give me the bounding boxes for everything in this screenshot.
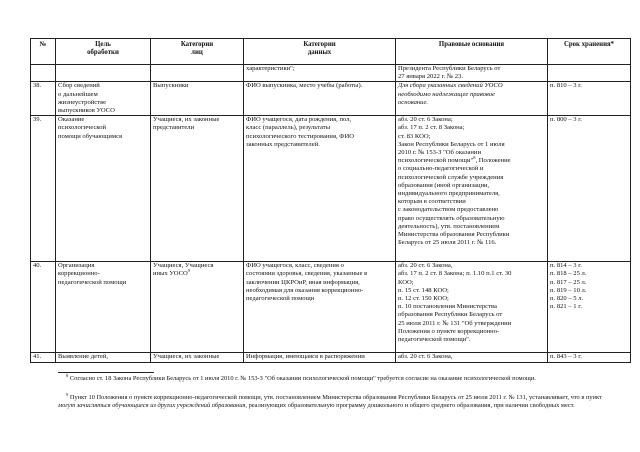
legal-line bbox=[398, 157, 545, 165]
cell-legal: абз. 20 ст. 6 Закона, bbox=[396, 353, 548, 363]
legal-line: 2010 г. № 153-З "Об оказании bbox=[398, 149, 481, 157]
footnote-text: Пункт 10 Положения о пункте коррекционно-педагогической помощи, утв. постановлением Министерства образования Республики Беларусь от 25 июля 2011 г. № 131, устанавливает, что в пункт bbox=[69, 394, 602, 401]
cell-persons: Учащиеся, их законные bbox=[151, 353, 244, 363]
header-categories-data bbox=[244, 39, 396, 65]
cell-legal bbox=[396, 82, 548, 116]
legal-line: абз. 20 ст. 6 Закона; bbox=[398, 116, 453, 124]
legal-line: Беларусь от 25 июля 2011 г. № 116. bbox=[398, 239, 497, 247]
footnote-8 bbox=[58, 372, 618, 383]
purpose-line: психологической bbox=[58, 124, 107, 132]
cell-persons bbox=[151, 65, 244, 82]
persons-line: представители bbox=[153, 124, 195, 132]
legal-line: основание. bbox=[398, 98, 429, 106]
cell-data: Информация, имеющаяся в распоряжении bbox=[244, 353, 396, 363]
footnote-text: , реализующих образовательную программу дошкольного и общего среднего образования, при наличии свободных мест. bbox=[245, 402, 575, 410]
purpose-line: педагогической помощи bbox=[58, 278, 127, 286]
data-processing-table bbox=[30, 38, 631, 363]
cell-purpose bbox=[56, 116, 151, 262]
legal-line: Президента Республики Беларусь от bbox=[398, 65, 501, 72]
cell-data bbox=[244, 116, 396, 262]
data-line: ФИО учащегося, дата рождения, пол, bbox=[246, 116, 352, 124]
cell-legal bbox=[396, 65, 548, 82]
purpose-line: коррекционно- bbox=[58, 270, 100, 278]
cell-data bbox=[244, 262, 396, 353]
cell-legal bbox=[396, 262, 548, 353]
legal-line: п. 15 ст. 148 КОО; bbox=[398, 286, 449, 294]
persons-text: иных УОСО bbox=[153, 270, 188, 278]
purpose-line: Сбор сведений bbox=[58, 82, 100, 90]
purpose-line: выпускников УОСО bbox=[58, 107, 115, 115]
header-persons-line: лиц bbox=[191, 49, 203, 57]
legal-text: психологической помощи" bbox=[398, 157, 474, 165]
legal-line: Закон Республики Беларусь от 1 июля bbox=[398, 140, 505, 148]
cell-persons bbox=[151, 116, 244, 262]
cell-data: ФИО выпускника, место учебы (работы). bbox=[244, 82, 396, 116]
persons-line bbox=[153, 270, 241, 278]
cell-term: п. 800 – 3 г. bbox=[548, 116, 631, 262]
footnote-mark: 9 bbox=[66, 391, 69, 397]
cell-purpose bbox=[56, 65, 151, 82]
legal-line: педагогической помощи". bbox=[398, 336, 471, 344]
purpose-line: жизнеустройстве bbox=[58, 98, 107, 106]
legal-text: , Положение bbox=[475, 157, 511, 165]
cell-persons: Выпускники bbox=[151, 82, 244, 116]
table-row-38 bbox=[31, 82, 631, 116]
legal-line: 27 января 2022 г. № 23. bbox=[398, 73, 464, 81]
data-line: необходимая для оказания коррекционно- bbox=[246, 286, 364, 294]
header-data-line: Категории bbox=[303, 41, 336, 48]
data-line: заключении ЦКРОиР, иная информация, bbox=[246, 278, 360, 286]
cell-purpose: Выявление детей, bbox=[56, 353, 151, 363]
data-line: класс (параллель), результаты bbox=[246, 124, 331, 132]
footnote-ref-9: 9 bbox=[187, 268, 191, 274]
legal-line: деятельность), утв. постановлением bbox=[398, 222, 500, 230]
cell-purpose bbox=[56, 262, 151, 353]
purpose-line: Организация bbox=[58, 262, 95, 270]
header-purpose-line: обработки bbox=[87, 49, 119, 57]
term-line: п. 817 – 25 л. bbox=[550, 278, 587, 286]
header-num: № bbox=[31, 39, 56, 65]
legal-line: п. 10 постановления Министерства bbox=[398, 303, 497, 311]
table-header-row bbox=[31, 39, 631, 65]
header-data-line: данных bbox=[307, 49, 332, 57]
legal-line: абз. 20 ст. 6 Закона, bbox=[398, 262, 453, 270]
header-term: Срок хранения* bbox=[548, 39, 631, 65]
cell-num: 40. bbox=[31, 262, 56, 353]
header-purpose-line: Цель bbox=[95, 41, 111, 48]
legal-line: ст. 83 КОО; bbox=[398, 132, 431, 140]
term-line: п. 819 – 10 л. bbox=[550, 286, 587, 294]
table-row-41 bbox=[31, 353, 631, 363]
table-row-39 bbox=[31, 116, 631, 262]
legal-line: образования (иной организации, bbox=[398, 181, 490, 189]
legal-line: с законодательством предоставлено bbox=[398, 206, 499, 214]
legal-line: психологической службе учреждения bbox=[398, 173, 504, 181]
cell-term: п. 843 – 3 г. bbox=[548, 353, 631, 363]
legal-line: образования Республики Беларусь от bbox=[398, 311, 503, 319]
cell-data: характеристики"; bbox=[244, 65, 396, 82]
legal-line: КОО; bbox=[398, 278, 414, 286]
footnote-mark: 8 bbox=[66, 372, 69, 378]
header-categories-persons bbox=[151, 39, 244, 65]
data-line: педагогической помощи bbox=[246, 295, 315, 303]
legal-line: о социально-педагогической и bbox=[398, 165, 484, 173]
table-row-continuation bbox=[31, 65, 631, 82]
legal-line: необходимо надлежащее правовое bbox=[398, 90, 495, 98]
cell-num: 39. bbox=[31, 116, 56, 262]
cell-term bbox=[548, 65, 631, 82]
term-line: п. 814 – 3 г. bbox=[550, 262, 582, 270]
persons-line: Учащиеся, их законные bbox=[153, 116, 220, 124]
purpose-line: помощи обучающимся bbox=[58, 132, 123, 140]
term-line: п. 821 – 1 г. bbox=[550, 303, 582, 311]
cell-term: п. 810 – 3 г. bbox=[548, 82, 631, 116]
legal-line: Для сбора указанных сведений УОСО bbox=[398, 82, 503, 90]
header-purpose bbox=[56, 39, 151, 65]
cell-legal bbox=[396, 116, 548, 262]
footnote-divider bbox=[58, 372, 154, 373]
legal-line: право осуществлять образовательную bbox=[398, 214, 505, 222]
legal-line: 25 июля 2011 г. № 131 "Об утверждении bbox=[398, 319, 512, 327]
cell-persons bbox=[151, 262, 244, 353]
cell-num bbox=[31, 65, 56, 82]
purpose-line: Оказание bbox=[58, 116, 85, 124]
persons-line: Учащиеся, Учащиеся bbox=[153, 262, 214, 270]
cell-purpose bbox=[56, 82, 151, 116]
legal-line: Положения о пункте коррекционно- bbox=[398, 327, 500, 335]
legal-line: абз. 17 п. 2 ст. 8 Закона; п. 1.10 п.1 ст. 30 bbox=[398, 270, 512, 278]
cell-term bbox=[548, 262, 631, 353]
footnote-ref-8: 8 bbox=[473, 155, 476, 161]
cell-num: 38. bbox=[31, 82, 56, 116]
legal-line: п. 12 ст. 150 КОО; bbox=[398, 295, 449, 303]
footnote-text-italic: могут зачисляться обучающиеся из других учреждений образования bbox=[58, 402, 246, 410]
cell-num: 41. bbox=[31, 353, 56, 363]
term-line: п. 818 – 25 л. bbox=[550, 270, 587, 278]
footnote-9 bbox=[58, 391, 618, 411]
purpose-line: о дальнейшем bbox=[58, 90, 98, 98]
term-line: п. 820 – 5 л. bbox=[550, 295, 584, 303]
data-line: психологического тестирования, ФИО bbox=[246, 132, 355, 140]
footnote-text: Согласно ст. 18 Закона Республики Беларусь от 1 июля 2010 г. № 153-З "Об оказании психологической помощи" требуется согласие на оказание психологической помощи. bbox=[69, 375, 536, 382]
header-persons-line: Категории bbox=[180, 41, 214, 48]
legal-line: которым в соответствии bbox=[398, 198, 466, 206]
data-line: ФИО учащегося, класс, сведения о bbox=[246, 262, 344, 270]
data-line: законных представителей. bbox=[246, 140, 320, 148]
table-row-40 bbox=[31, 262, 631, 353]
header-legal: Правовые основания bbox=[396, 39, 548, 65]
document-page bbox=[30, 38, 630, 363]
data-line: состоянии здоровья, сведения, указанные в bbox=[246, 270, 368, 278]
legal-line: Министерства образования Республики bbox=[398, 231, 510, 239]
legal-line: абз. 17 п. 2 ст. 8 Закона; bbox=[398, 124, 465, 132]
legal-line: индивидуального предпринимателя, bbox=[398, 190, 500, 198]
